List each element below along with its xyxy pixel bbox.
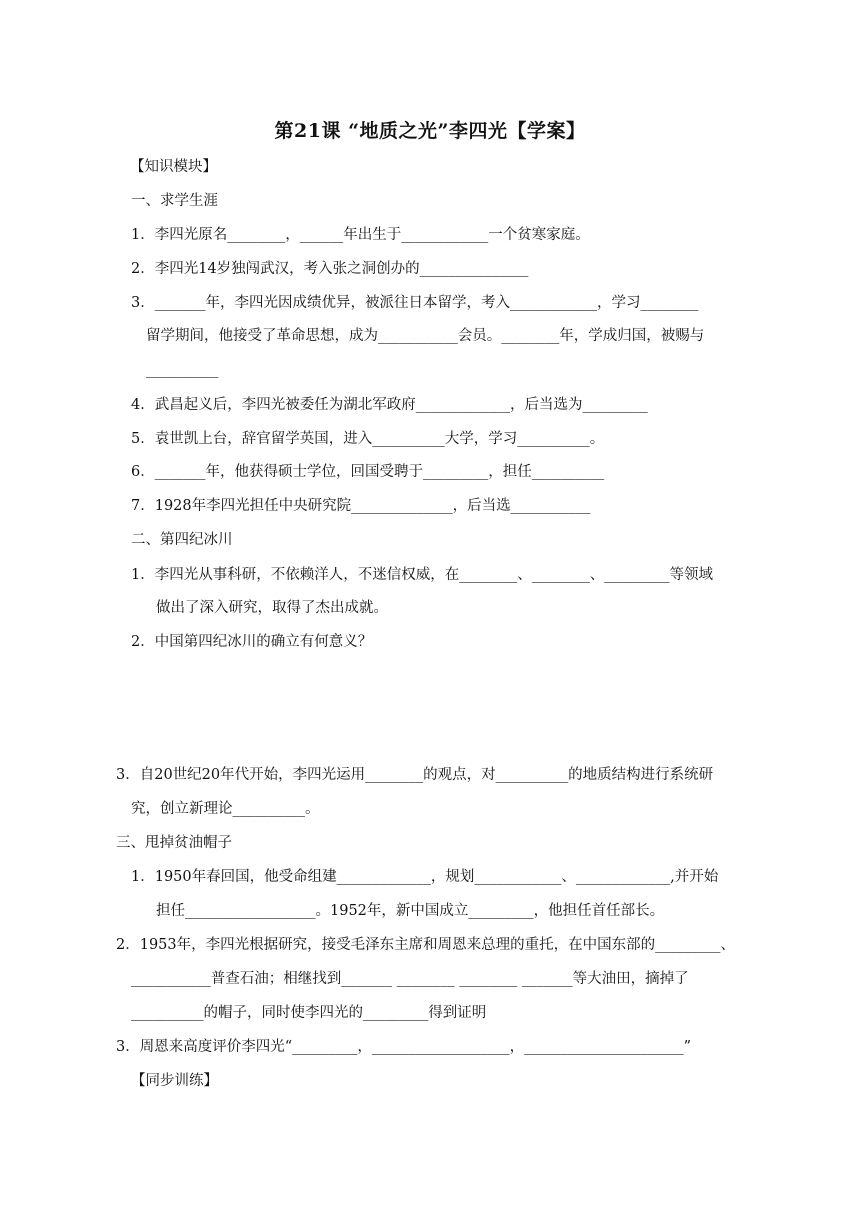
question-line: 2．中国第四纪冰川的确立有何意义？	[131, 634, 373, 650]
question-line: 1．李四光原名________，______年出生于____________一个贫寒家庭。	[131, 227, 590, 243]
question-line: 1．1950年春回国，他受命组建_____________，规划____________、_____________,并开始	[131, 869, 719, 885]
question-line-continued: 留学期间，他接受了革命思想，成为___________会员。________年，学成归国，被赐与	[146, 328, 705, 344]
question-line-continued: 究，创立新理论__________。	[131, 801, 320, 817]
question-line: 3．_______年，李四光因成绩优异，被派往日本留学，考入____________，学习________	[131, 295, 699, 311]
section-heading-practice: 【同步训练】	[131, 1073, 218, 1089]
question-line-continued: 做出了深入研究，取得了杰出成就。	[156, 600, 388, 616]
question-line: 2．李四光14岁独闯武汉，考入张之洞创办的_______________	[131, 261, 529, 277]
section-heading-oil: 三、甩掉贫油帽子	[116, 835, 232, 851]
document-title: 第21课 “地质之光”李四光【学案】	[274, 120, 586, 142]
question-line-continued: __________	[146, 362, 219, 378]
section-heading-glacier: 二、第四纪冰川	[131, 532, 233, 548]
question-line: 1．李四光从事科研，不依赖洋人，不迷信权威，在________、________、_________等领域	[131, 567, 713, 583]
section-heading-study: 一、求学生涯	[131, 193, 218, 209]
question-line: 7．1928年李四光担任中央研究院______________，后当选___________	[131, 498, 591, 514]
question-line: 6．_______年，他获得硕士学位，回国受聘于_________，担任__________	[131, 464, 605, 480]
question-line: 2．1953年，李四光根据研究，接受毛泽东主席和周恩来总理的重托，在中国东部的_________、	[116, 937, 735, 953]
question-line-continued: __________的帽子，同时使李四光的_________得到证明	[131, 1005, 487, 1021]
question-line: 5．袁世凯上台，辞官留学英国，进入__________大学，学习__________。	[131, 431, 605, 447]
question-line-continued: 担任__________________。1952年，新中国成立_________，他担任首任部长。	[156, 903, 665, 919]
question-line: 3．自20世纪20年代开始，李四光运用________的观点，对__________的地质结构进行系统研	[116, 767, 714, 783]
section-heading-knowledge: 【知识模块】	[130, 159, 217, 175]
question-line: 4．武昌起义后，李四光被委任为湖北军政府_____________，后当选为_________	[131, 397, 648, 413]
question-line: 3．周恩来高度评价李四光“_________，___________________，______________________”	[116, 1039, 692, 1055]
question-line-continued: ___________普查石油；相继找到_______ ________ ________ _______等大油田，摘掉了	[131, 971, 689, 987]
